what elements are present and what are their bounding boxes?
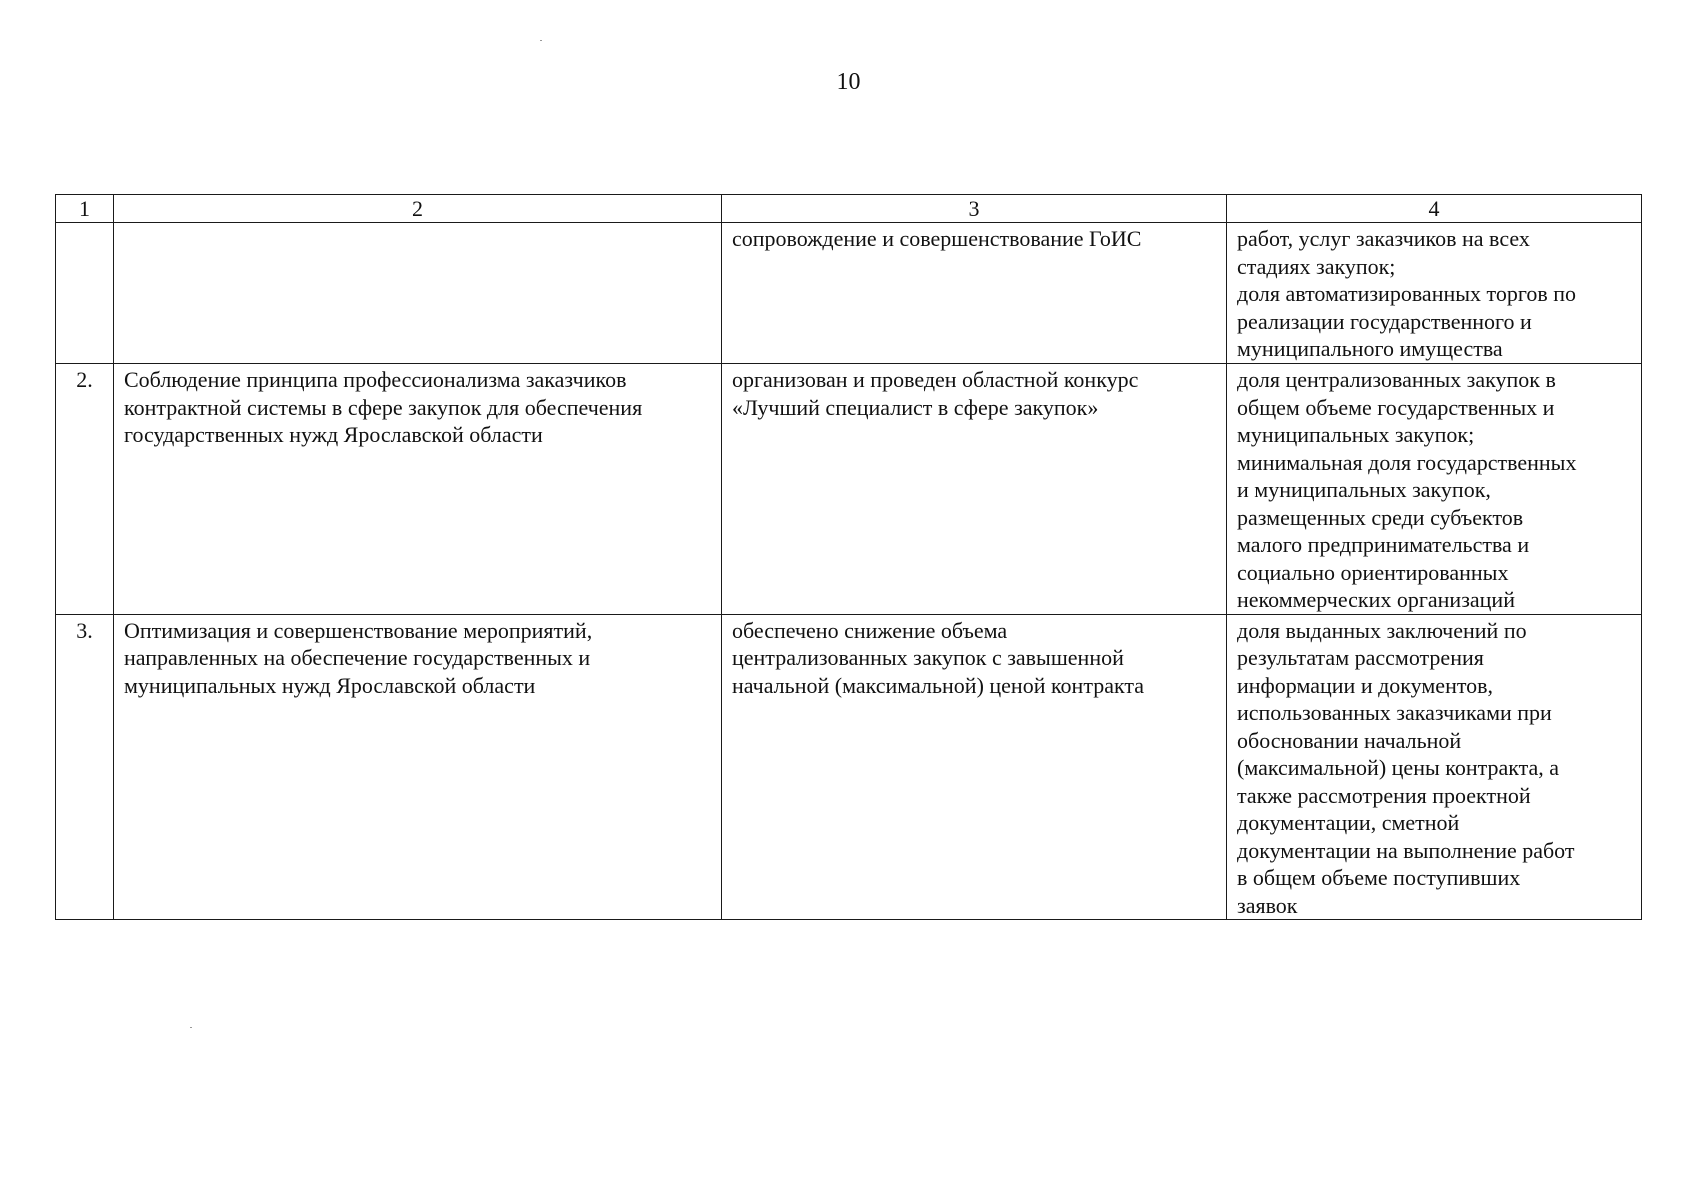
page-number: 10 (836, 69, 861, 95)
row-number-cell (56, 223, 114, 364)
result-cell: обеспечено снижение объема централизованных закупок с завышенной начальной (максимальной) ценой контракта (722, 614, 1227, 920)
table-row (56, 223, 1642, 364)
result-cell: сопровождение и совершенствование ГоИС (722, 223, 1227, 364)
task-cell: Соблюдение принципа профессионализма заказчиков контрактной системы в сфере закупок для обеспечения государственных нужд Ярославской области (114, 364, 722, 615)
column-number-1: 1 (56, 195, 114, 223)
result-cell: организован и проведен областной конкурс «Лучший специалист в сфере закупок» (722, 364, 1227, 615)
column-number-2: 2 (114, 195, 722, 223)
column-number-4: 4 (1227, 195, 1642, 223)
scan-speck (190, 1027, 192, 1028)
column-number-3: 3 (722, 195, 1227, 223)
table-row (56, 614, 1642, 920)
task-cell: Оптимизация и совершенствование мероприятий, направленных на обеспечение государственных и муниципальных нужд Ярославской области (114, 614, 722, 920)
row-number-cell: 3. (56, 614, 114, 920)
indicators-cell: доля выданных заключений по результатам рассмотрения информации и документов, использованных заказчиками при обосновании начальной (максимальной) цены контракта, а также рассмотрения проектной документации, сметной документации на выполнение работ в общем объеме поступивших заявок (1227, 614, 1642, 920)
task-cell (114, 223, 722, 364)
scan-speck (540, 40, 542, 41)
indicator-table (55, 194, 1642, 920)
table-header-row (56, 195, 1642, 223)
table-row (56, 364, 1642, 615)
indicators-cell: доля централизованных закупок в общем объеме государственных и муниципальных закупок; минимальная доля государственных и муниципальных закупок, размещенных среди субъектов малого предпринимательства и социально ориентированных некоммерческих организаций (1227, 364, 1642, 615)
indicators-cell: работ, услуг заказчиков на всех стадиях закупок; доля автоматизированных торгов по реализации государственного и муниципального имущества (1227, 223, 1642, 364)
row-number-cell: 2. (56, 364, 114, 615)
